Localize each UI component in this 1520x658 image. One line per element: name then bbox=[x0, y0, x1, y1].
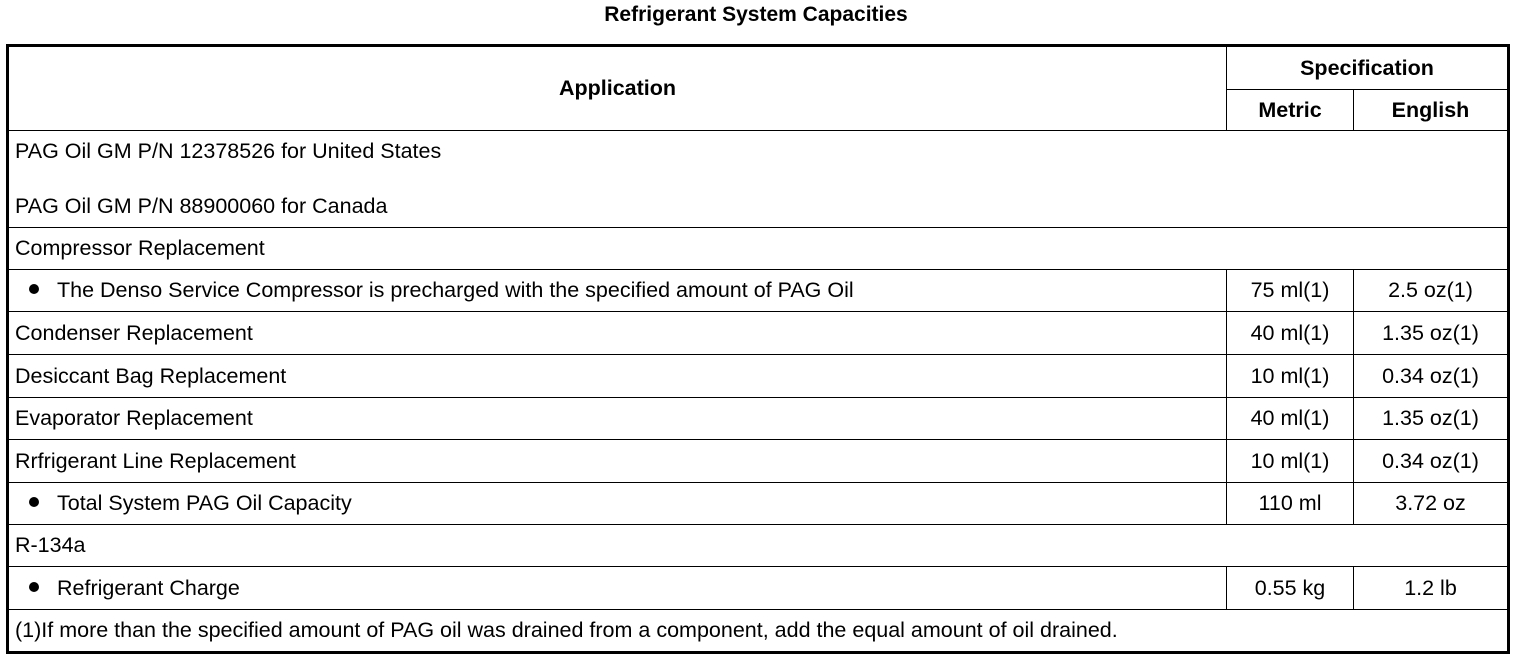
english-value: 1.35 oz(1) bbox=[1354, 312, 1509, 355]
specification-header: Specification bbox=[1227, 46, 1509, 90]
capacities-table bbox=[6, 44, 1510, 654]
pag-oil-us: PAG Oil GM P/N 12378526 for United States bbox=[15, 139, 442, 163]
row-label: Total System PAG Oil Capacity bbox=[57, 491, 352, 515]
footnote-row bbox=[8, 610, 1509, 653]
table-row bbox=[8, 131, 1509, 228]
metric-header: Metric bbox=[1227, 90, 1354, 131]
table-row bbox=[8, 355, 1509, 398]
row-label: The Denso Service Compressor is precharged with the specified amount of PAG Oil bbox=[57, 278, 854, 302]
metric-value: 75 ml(1) bbox=[1227, 270, 1354, 312]
table-row bbox=[8, 525, 1509, 567]
table-row bbox=[8, 270, 1509, 312]
row-label: R-134a bbox=[8, 525, 1509, 567]
metric-value: 10 ml(1) bbox=[1227, 355, 1354, 398]
row-label: Condenser Replacement bbox=[8, 312, 1227, 355]
english-value: 0.34 oz(1) bbox=[1354, 440, 1509, 483]
table-row bbox=[8, 228, 1509, 270]
application-header: Application bbox=[8, 46, 1227, 131]
english-header: English bbox=[1354, 90, 1509, 131]
footnote: (1)If more than the specified amount of PAG oil was drained from a component, add the equal amount of oil drained. bbox=[8, 610, 1509, 653]
header-row bbox=[8, 46, 1509, 90]
english-value: 1.2 lb bbox=[1354, 567, 1509, 610]
pag-oil-cell bbox=[8, 131, 1509, 228]
metric-value: 10 ml(1) bbox=[1227, 440, 1354, 483]
table-row bbox=[8, 312, 1509, 355]
english-value: 0.34 oz(1) bbox=[1354, 355, 1509, 398]
row-label: Desiccant Bag Replacement bbox=[8, 355, 1227, 398]
row-label: Rrfrigerant Line Replacement bbox=[8, 440, 1227, 483]
bullet-icon bbox=[29, 582, 39, 592]
bullet-icon bbox=[29, 284, 39, 294]
table-row bbox=[8, 483, 1509, 525]
row-label: Compressor Replacement bbox=[8, 228, 1509, 270]
english-value: 3.72 oz bbox=[1354, 483, 1509, 525]
english-value: 1.35 oz(1) bbox=[1354, 398, 1509, 440]
pag-oil-canada: PAG Oil GM P/N 88900060 for Canada bbox=[15, 194, 388, 218]
metric-value: 110 ml bbox=[1227, 483, 1354, 525]
table-row bbox=[8, 440, 1509, 483]
page-title: Refrigerant System Capacities bbox=[604, 3, 908, 26]
bullet-icon bbox=[29, 497, 39, 507]
english-value: 2.5 oz(1) bbox=[1354, 270, 1509, 312]
metric-value: 40 ml(1) bbox=[1227, 312, 1354, 355]
metric-value: 0.55 kg bbox=[1227, 567, 1354, 610]
table-row bbox=[8, 567, 1509, 610]
row-label: Refrigerant Charge bbox=[57, 575, 240, 600]
row-label: Evaporator Replacement bbox=[8, 398, 1227, 440]
table-row bbox=[8, 398, 1509, 440]
metric-value: 40 ml(1) bbox=[1227, 398, 1354, 440]
